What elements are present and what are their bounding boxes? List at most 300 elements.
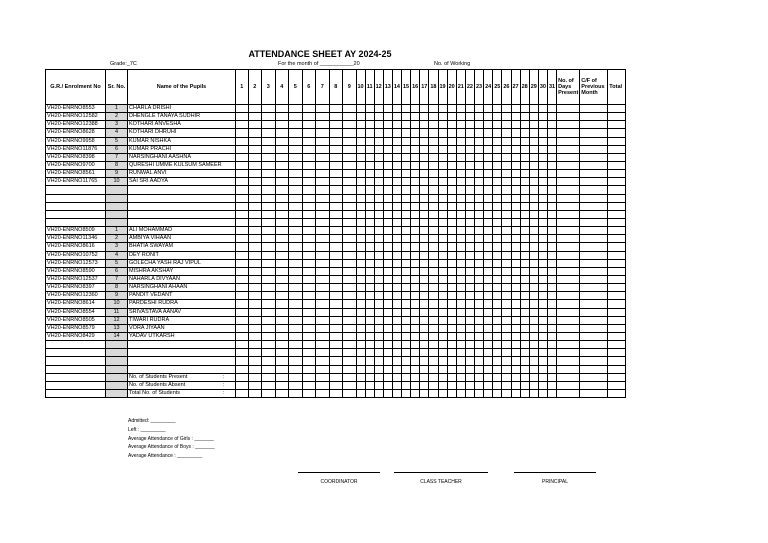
attendance-cell[interactable] [608,284,626,292]
attendance-cell[interactable] [365,194,374,202]
attendance-cell[interactable] [343,145,357,153]
attendance-cell[interactable] [356,105,365,113]
attendance-cell[interactable] [447,227,456,235]
attendance-cell[interactable] [484,218,493,226]
attendance-cell[interactable] [365,153,374,161]
attendance-cell[interactable] [502,235,511,243]
attendance-cell[interactable] [511,341,520,349]
attendance-cell[interactable] [302,349,316,357]
attendance-cell[interactable] [402,357,411,365]
attendance-cell[interactable] [608,292,626,300]
attendance-cell[interactable] [429,357,438,365]
totals-cell[interactable] [343,373,357,381]
attendance-cell[interactable] [374,121,383,129]
attendance-cell[interactable] [343,161,357,169]
attendance-cell[interactable] [548,218,557,226]
attendance-cell[interactable] [402,227,411,235]
attendance-cell[interactable] [484,267,493,275]
attendance-cell[interactable] [447,161,456,169]
attendance-cell[interactable] [538,332,547,340]
attendance-cell[interactable] [262,202,276,210]
attendance-cell[interactable] [343,121,357,129]
attendance-cell[interactable] [316,300,330,308]
attendance-cell[interactable] [608,210,626,218]
attendance-cell[interactable] [262,194,276,202]
attendance-cell[interactable] [429,202,438,210]
attendance-cell[interactable] [275,202,289,210]
attendance-cell[interactable] [420,316,429,324]
attendance-cell[interactable] [608,357,626,365]
attendance-cell[interactable] [316,275,330,283]
attendance-cell[interactable] [465,267,474,275]
attendance-cell[interactable] [608,365,626,373]
totals-cell[interactable] [557,389,580,397]
attendance-cell[interactable] [502,218,511,226]
attendance-cell[interactable] [343,300,357,308]
attendance-cell[interactable] [580,275,608,283]
attendance-cell[interactable] [236,308,249,316]
attendance-cell[interactable] [374,267,383,275]
attendance-cell[interactable] [456,227,465,235]
attendance-cell[interactable] [402,324,411,332]
totals-cell[interactable] [329,389,343,397]
attendance-cell[interactable] [493,316,502,324]
attendance-cell[interactable] [392,341,401,349]
attendance-cell[interactable] [493,178,502,186]
attendance-cell[interactable] [447,300,456,308]
totals-cell[interactable] [548,381,557,389]
attendance-cell[interactable] [262,284,276,292]
attendance-cell[interactable] [511,324,520,332]
attendance-cell[interactable] [429,186,438,194]
attendance-cell[interactable] [580,365,608,373]
attendance-cell[interactable] [236,145,249,153]
attendance-cell[interactable] [316,121,330,129]
attendance-cell[interactable] [438,161,447,169]
attendance-cell[interactable] [529,161,538,169]
attendance-cell[interactable] [289,161,303,169]
attendance-cell[interactable] [356,275,365,283]
attendance-cell[interactable] [447,129,456,137]
attendance-cell[interactable] [383,357,392,365]
attendance-cell[interactable] [302,137,316,145]
attendance-cell[interactable] [316,365,330,373]
attendance-cell[interactable] [262,235,276,243]
attendance-cell[interactable] [608,186,626,194]
attendance-cell[interactable] [429,365,438,373]
attendance-cell[interactable] [383,121,392,129]
attendance-cell[interactable] [538,121,547,129]
attendance-cell[interactable] [329,186,343,194]
attendance-cell[interactable] [484,153,493,161]
attendance-cell[interactable] [438,186,447,194]
attendance-cell[interactable] [402,121,411,129]
attendance-cell[interactable] [557,357,580,365]
attendance-cell[interactable] [302,105,316,113]
attendance-cell[interactable] [484,235,493,243]
attendance-cell[interactable] [511,284,520,292]
attendance-cell[interactable] [383,129,392,137]
attendance-cell[interactable] [248,121,262,129]
attendance-cell[interactable] [316,227,330,235]
attendance-cell[interactable] [302,308,316,316]
totals-cell[interactable] [484,389,493,397]
attendance-cell[interactable] [456,365,465,373]
totals-cell[interactable] [316,389,330,397]
attendance-cell[interactable] [411,105,420,113]
attendance-cell[interactable] [289,194,303,202]
totals-cell[interactable] [248,381,262,389]
attendance-cell[interactable] [557,316,580,324]
attendance-cell[interactable] [236,349,249,357]
attendance-cell[interactable] [248,341,262,349]
attendance-cell[interactable] [475,161,484,169]
attendance-cell[interactable] [343,341,357,349]
attendance-cell[interactable] [329,210,343,218]
attendance-cell[interactable] [262,292,276,300]
attendance-cell[interactable] [465,316,474,324]
attendance-cell[interactable] [329,202,343,210]
attendance-cell[interactable] [538,357,547,365]
attendance-cell[interactable] [608,243,626,251]
attendance-cell[interactable] [392,161,401,169]
attendance-cell[interactable] [262,243,276,251]
attendance-cell[interactable] [484,292,493,300]
totals-cell[interactable] [374,381,383,389]
attendance-cell[interactable] [447,186,456,194]
attendance-cell[interactable] [456,300,465,308]
attendance-cell[interactable] [493,292,502,300]
attendance-cell[interactable] [447,316,456,324]
attendance-cell[interactable] [289,292,303,300]
attendance-cell[interactable] [275,357,289,365]
attendance-cell[interactable] [429,316,438,324]
attendance-cell[interactable] [580,178,608,186]
attendance-cell[interactable] [248,186,262,194]
attendance-cell[interactable] [502,292,511,300]
attendance-cell[interactable] [289,300,303,308]
attendance-cell[interactable] [236,292,249,300]
attendance-cell[interactable] [465,259,474,267]
attendance-cell[interactable] [236,105,249,113]
attendance-cell[interactable] [538,308,547,316]
attendance-cell[interactable] [456,308,465,316]
attendance-cell[interactable] [429,349,438,357]
attendance-cell[interactable] [557,210,580,218]
attendance-cell[interactable] [302,275,316,283]
attendance-cell[interactable] [429,235,438,243]
attendance-cell[interactable] [374,332,383,340]
attendance-cell[interactable] [456,137,465,145]
totals-cell[interactable] [511,389,520,397]
attendance-cell[interactable] [493,105,502,113]
attendance-cell[interactable] [548,349,557,357]
attendance-cell[interactable] [484,129,493,137]
totals-cell[interactable] [383,381,392,389]
attendance-cell[interactable] [236,170,249,178]
attendance-cell[interactable] [429,324,438,332]
attendance-cell[interactable] [343,137,357,145]
attendance-cell[interactable] [580,170,608,178]
attendance-cell[interactable] [316,113,330,121]
attendance-cell[interactable] [529,210,538,218]
totals-cell[interactable] [248,373,262,381]
attendance-cell[interactable] [374,153,383,161]
attendance-cell[interactable] [236,259,249,267]
attendance-cell[interactable] [580,324,608,332]
totals-cell[interactable] [502,373,511,381]
attendance-cell[interactable] [402,145,411,153]
totals-cell[interactable] [275,373,289,381]
attendance-cell[interactable] [529,308,538,316]
attendance-cell[interactable] [438,308,447,316]
attendance-cell[interactable] [493,186,502,194]
attendance-cell[interactable] [420,324,429,332]
attendance-cell[interactable] [356,259,365,267]
attendance-cell[interactable] [383,186,392,194]
attendance-cell[interactable] [365,186,374,194]
attendance-cell[interactable] [520,210,529,218]
attendance-cell[interactable] [402,186,411,194]
totals-cell[interactable] [465,373,474,381]
attendance-cell[interactable] [520,194,529,202]
attendance-cell[interactable] [475,170,484,178]
attendance-cell[interactable] [402,105,411,113]
attendance-cell[interactable] [548,332,557,340]
attendance-cell[interactable] [456,357,465,365]
attendance-cell[interactable] [302,316,316,324]
totals-cell[interactable] [538,389,547,397]
attendance-cell[interactable] [392,121,401,129]
attendance-cell[interactable] [236,251,249,259]
attendance-cell[interactable] [289,324,303,332]
attendance-cell[interactable] [511,121,520,129]
attendance-cell[interactable] [580,186,608,194]
attendance-cell[interactable] [502,324,511,332]
attendance-cell[interactable] [329,308,343,316]
attendance-cell[interactable] [374,227,383,235]
attendance-cell[interactable] [248,324,262,332]
attendance-cell[interactable] [438,275,447,283]
attendance-cell[interactable] [608,324,626,332]
attendance-cell[interactable] [248,300,262,308]
attendance-cell[interactable] [538,194,547,202]
attendance-cell[interactable] [275,161,289,169]
attendance-cell[interactable] [465,194,474,202]
attendance-cell[interactable] [493,235,502,243]
attendance-cell[interactable] [343,259,357,267]
attendance-cell[interactable] [411,153,420,161]
attendance-cell[interactable] [329,129,343,137]
attendance-cell[interactable] [438,218,447,226]
attendance-cell[interactable] [529,341,538,349]
totals-cell[interactable] [493,389,502,397]
attendance-cell[interactable] [329,145,343,153]
attendance-cell[interactable] [429,210,438,218]
attendance-cell[interactable] [511,227,520,235]
attendance-cell[interactable] [275,332,289,340]
attendance-cell[interactable] [465,284,474,292]
attendance-cell[interactable] [343,210,357,218]
attendance-cell[interactable] [484,186,493,194]
attendance-cell[interactable] [475,186,484,194]
attendance-cell[interactable] [343,316,357,324]
attendance-cell[interactable] [493,300,502,308]
attendance-cell[interactable] [356,316,365,324]
attendance-cell[interactable] [275,251,289,259]
attendance-cell[interactable] [392,227,401,235]
attendance-cell[interactable] [262,308,276,316]
attendance-cell[interactable] [538,316,547,324]
attendance-cell[interactable] [538,202,547,210]
attendance-cell[interactable] [356,341,365,349]
attendance-cell[interactable] [392,332,401,340]
attendance-cell[interactable] [608,300,626,308]
attendance-cell[interactable] [484,145,493,153]
attendance-cell[interactable] [438,121,447,129]
attendance-cell[interactable] [420,332,429,340]
attendance-cell[interactable] [316,284,330,292]
totals-cell[interactable] [456,373,465,381]
attendance-cell[interactable] [275,349,289,357]
attendance-cell[interactable] [538,137,547,145]
attendance-cell[interactable] [484,161,493,169]
attendance-cell[interactable] [356,137,365,145]
attendance-cell[interactable] [484,251,493,259]
attendance-cell[interactable] [456,153,465,161]
attendance-cell[interactable] [456,275,465,283]
attendance-cell[interactable] [236,275,249,283]
attendance-cell[interactable] [316,332,330,340]
attendance-cell[interactable] [420,218,429,226]
attendance-cell[interactable] [402,153,411,161]
attendance-cell[interactable] [420,129,429,137]
attendance-cell[interactable] [411,178,420,186]
attendance-cell[interactable] [411,341,420,349]
attendance-cell[interactable] [538,292,547,300]
attendance-cell[interactable] [456,267,465,275]
attendance-cell[interactable] [502,227,511,235]
attendance-cell[interactable] [374,308,383,316]
attendance-cell[interactable] [275,113,289,121]
attendance-cell[interactable] [608,170,626,178]
attendance-cell[interactable] [365,292,374,300]
attendance-cell[interactable] [520,178,529,186]
attendance-cell[interactable] [402,178,411,186]
totals-cell[interactable] [420,373,429,381]
attendance-cell[interactable] [529,194,538,202]
attendance-cell[interactable] [475,178,484,186]
attendance-cell[interactable] [465,300,474,308]
attendance-cell[interactable] [374,170,383,178]
attendance-cell[interactable] [557,341,580,349]
attendance-cell[interactable] [438,324,447,332]
attendance-cell[interactable] [402,202,411,210]
attendance-cell[interactable] [383,349,392,357]
attendance-cell[interactable] [248,161,262,169]
attendance-cell[interactable] [538,129,547,137]
attendance-cell[interactable] [383,341,392,349]
attendance-cell[interactable] [456,324,465,332]
attendance-cell[interactable] [316,161,330,169]
attendance-cell[interactable] [608,153,626,161]
attendance-cell[interactable] [289,284,303,292]
attendance-cell[interactable] [538,267,547,275]
attendance-cell[interactable] [511,275,520,283]
attendance-cell[interactable] [329,341,343,349]
attendance-cell[interactable] [302,300,316,308]
attendance-cell[interactable] [511,365,520,373]
attendance-cell[interactable] [475,341,484,349]
attendance-cell[interactable] [429,284,438,292]
attendance-cell[interactable] [236,341,249,349]
attendance-cell[interactable] [502,308,511,316]
attendance-cell[interactable] [392,113,401,121]
attendance-cell[interactable] [374,186,383,194]
attendance-cell[interactable] [429,129,438,137]
attendance-cell[interactable] [608,308,626,316]
attendance-cell[interactable] [429,153,438,161]
attendance-cell[interactable] [538,170,547,178]
attendance-cell[interactable] [275,129,289,137]
attendance-cell[interactable] [529,137,538,145]
attendance-cell[interactable] [275,145,289,153]
attendance-cell[interactable] [484,275,493,283]
attendance-cell[interactable] [411,316,420,324]
attendance-cell[interactable] [356,113,365,121]
attendance-cell[interactable] [429,341,438,349]
attendance-cell[interactable] [465,365,474,373]
attendance-cell[interactable] [511,259,520,267]
attendance-cell[interactable] [502,145,511,153]
attendance-cell[interactable] [438,316,447,324]
attendance-cell[interactable] [302,178,316,186]
attendance-cell[interactable] [456,332,465,340]
attendance-cell[interactable] [511,170,520,178]
attendance-cell[interactable] [520,105,529,113]
attendance-cell[interactable] [456,284,465,292]
attendance-cell[interactable] [608,218,626,226]
attendance-cell[interactable] [374,161,383,169]
attendance-cell[interactable] [438,202,447,210]
attendance-cell[interactable] [411,292,420,300]
attendance-cell[interactable] [438,113,447,121]
attendance-cell[interactable] [484,113,493,121]
attendance-cell[interactable] [262,178,276,186]
attendance-cell[interactable] [365,218,374,226]
attendance-cell[interactable] [343,324,357,332]
attendance-cell[interactable] [548,324,557,332]
attendance-cell[interactable] [580,137,608,145]
totals-cell[interactable] [262,373,276,381]
attendance-cell[interactable] [420,349,429,357]
attendance-cell[interactable] [520,145,529,153]
attendance-cell[interactable] [316,292,330,300]
attendance-cell[interactable] [248,235,262,243]
attendance-cell[interactable] [557,121,580,129]
totals-cell[interactable] [502,389,511,397]
attendance-cell[interactable] [365,300,374,308]
attendance-cell[interactable] [374,194,383,202]
attendance-cell[interactable] [511,178,520,186]
attendance-cell[interactable] [608,251,626,259]
attendance-cell[interactable] [392,210,401,218]
attendance-cell[interactable] [365,243,374,251]
attendance-cell[interactable] [475,316,484,324]
totals-cell[interactable] [447,381,456,389]
attendance-cell[interactable] [484,316,493,324]
attendance-cell[interactable] [529,105,538,113]
